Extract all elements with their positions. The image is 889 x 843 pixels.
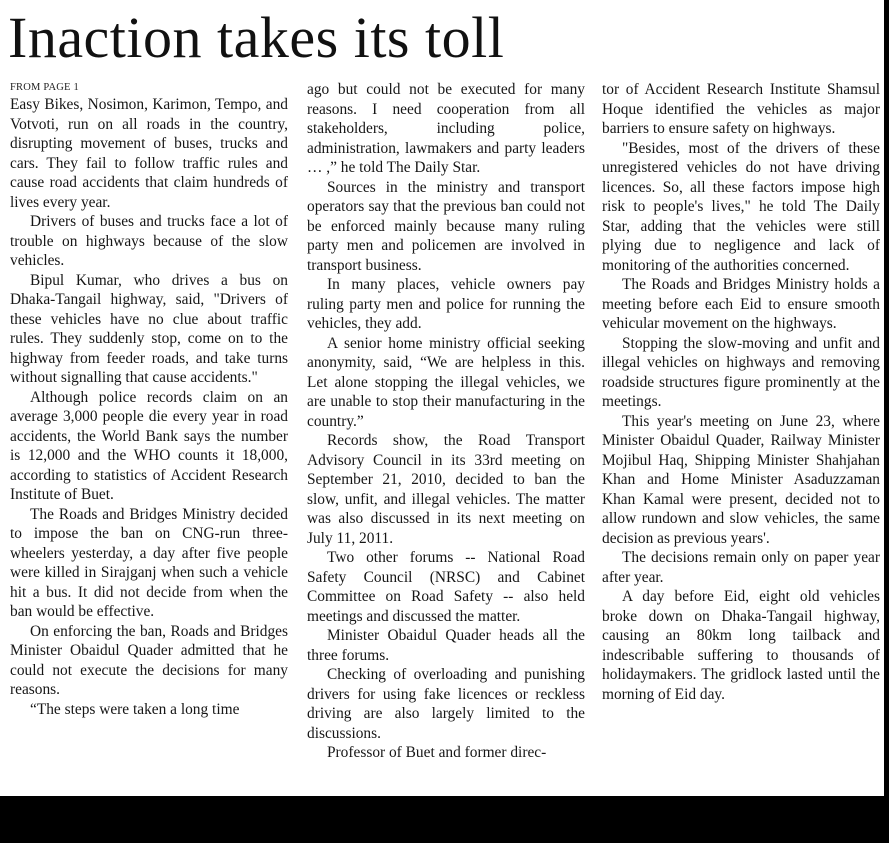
- paragraph: This year's meeting on June 23, where Minister Obaidul Quader, Railway Minister Mojibul Haq, Shipping Minister Shahjahan Khan and Home Minister Asaduzzaman Khan Kamal were present, decided not to allow rundown and slow vehicles, the same decision as previous years'.: [602, 412, 880, 547]
- paragraph: Minister Obaidul Quader heads all the three forums.: [307, 627, 585, 664]
- paragraph: The decisions remain only on paper year after year.: [602, 549, 880, 586]
- article-column-2: [307, 80, 585, 796]
- article-column-1: [10, 80, 288, 796]
- paragraph: On enforcing the ban, Roads and Bridges Minister Obaidul Quader admitted that he could not execute the decisions for many reasons.: [10, 622, 288, 698]
- paragraph: In many places, vehicle owners pay ruling party men and police for running the vehicles, they add.: [307, 276, 585, 332]
- scan-border: [884, 0, 889, 843]
- paragraph: Two other forums -- National Road Safety Council (NRSC) and Cabinet Committee on Road Safety -- also held meetings and discussed the matter.: [307, 549, 585, 625]
- paragraph: A day before Eid, eight old vehicles broke down on Dhaka-Tangail highway, causing an 80km long tailback and indescribable suffering to thousands of holidaymakers. The gridlock lasted until the morning of Eid day.: [602, 588, 880, 703]
- paragraph: Sources in the ministry and transport operators say that the previous ban could not be enforced mainly because many ruling party men and policemen are involved in transport business.: [307, 178, 585, 274]
- paragraph: The Roads and Bridges Ministry decided to impose the ban on CNG-run three-wheelers yesterday, a day after five people were killed in Sirajganj when such a vehicle hit a bus. It did not decide from when the ban would be effective.: [10, 505, 288, 620]
- paragraph: Checking of overloading and punishing drivers for using fake licences or reckless driving are also largely limited to the discussions.: [307, 666, 585, 742]
- paragraph: ago but could not be executed for many reasons. I need cooperation from all stakeholders, including police, administration, lawmakers and party leaders … ,” he told The Daily Star.: [307, 81, 585, 176]
- paragraph: A senior home ministry official seeking anonymity, said, “We are helpless in this. Let alone stopping the illegal vehicles, we are unable to stop their manufacturing in the country.”: [307, 334, 585, 430]
- paragraph: Professor of Buet and former direc-: [327, 744, 547, 761]
- paragraph: tor of Accident Research Institute Shamsul Hoque identified the vehicles as major barriers to ensure safety on highways.: [602, 81, 880, 137]
- paragraph: Records show, the Road Transport Advisory Council in its 33rd meeting on September 21, 2010, decided to ban the slow, unfit, and illegal vehicles. The matter was also discussed in its next meeting on July 11, 2011.: [307, 432, 585, 547]
- paragraph: Drivers of buses and trucks face a lot of trouble on highways because of the slow vehicles.: [10, 213, 288, 269]
- paragraph: Stopping the slow-moving and unfit and illegal vehicles on highways and removing roadside structures figure prominently at the meetings.: [602, 334, 880, 410]
- paragraph: Bipul Kumar, who drives a bus on Dhaka-Tangail highway, said, "Drivers of these vehicles have no clue about traffic rules. They suddenly stop, come on to the highway from feeder roads, and take turns without signalling that cause accidents.": [10, 271, 288, 386]
- paragraph: “The steps were taken a long time: [30, 700, 240, 718]
- paragraph: Easy Bikes, Nosimon, Karimon, Tempo, and Votvoti, run on all roads in the country, disrupting movement of buses, trucks and cars. They fail to follow traffic rules and cause road accidents that claim hundreds of lives every year.: [10, 96, 288, 211]
- paragraph: The Roads and Bridges Ministry holds a meeting before each Eid to ensure smooth vehicular movement on the highways.: [602, 276, 880, 332]
- headline: Inaction takes its toll: [8, 5, 505, 70]
- paragraph: Although police records claim on an average 3,000 people die every year in road accidents, the World Bank says the number is 12,000 and the WHO counts it 18,000, according to statistics of Accident Research Institute of Buet.: [10, 388, 288, 503]
- jump-label: FROM PAGE 1: [10, 82, 79, 93]
- article-column-3: [602, 80, 880, 796]
- paragraph: "Besides, most of the drivers of these unregistered vehicles do not have driving licences. So, all these factors impose high risk to people's lives," he told The Daily Star, adding that the vehicles were still plying due to negligence and lack of monitoring of the authorities concerned.: [602, 139, 880, 274]
